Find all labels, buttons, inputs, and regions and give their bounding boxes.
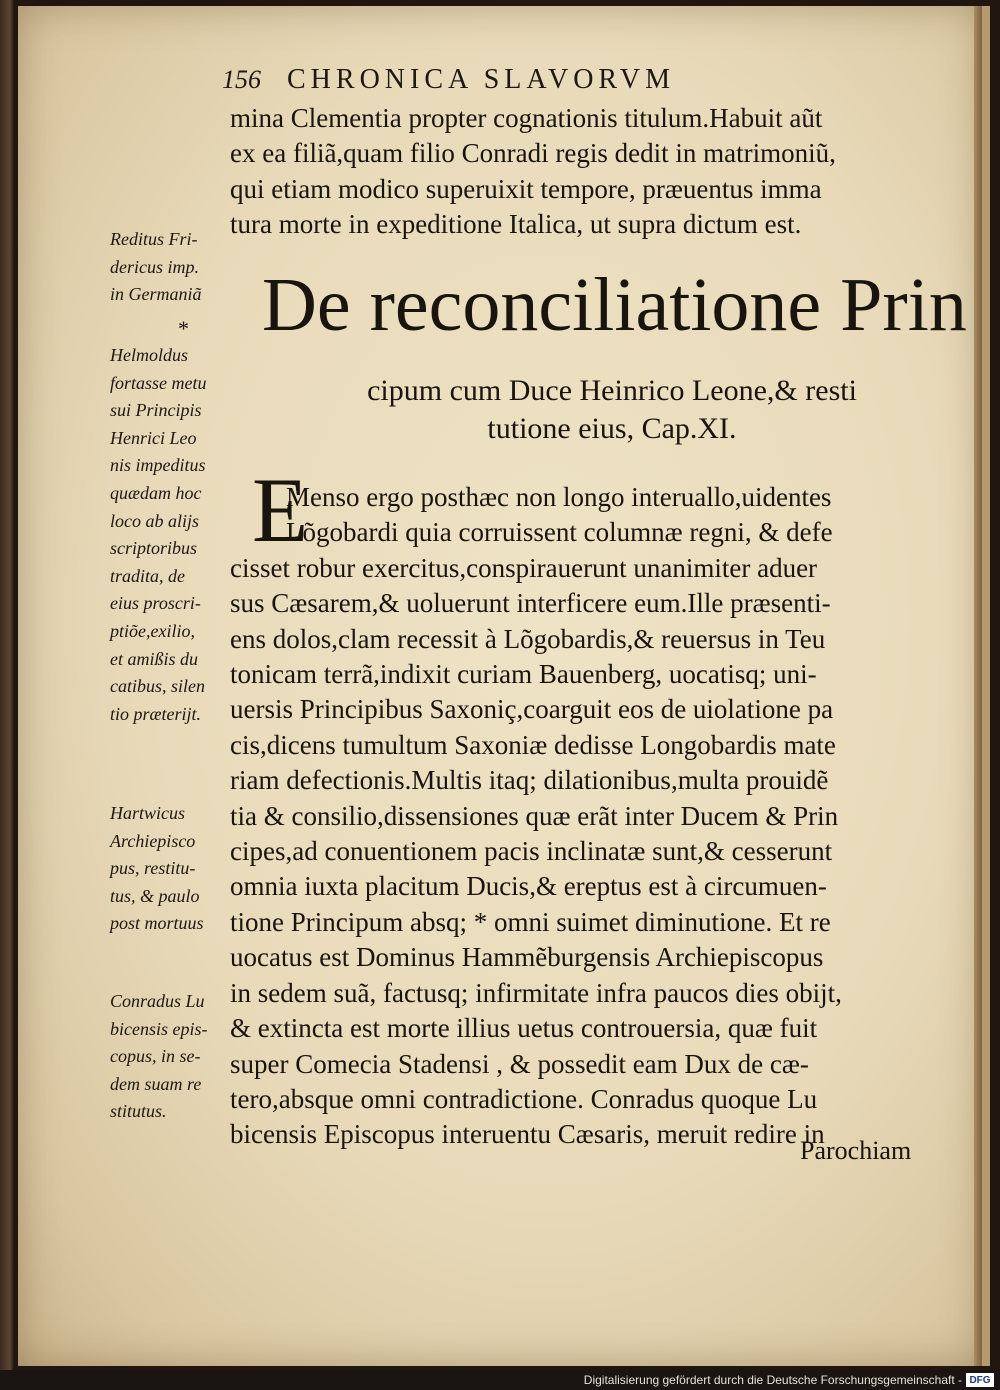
margin-note-line: post mortuus — [110, 913, 204, 934]
text-line: omnia iuxta placitum Ducis,& ereptus est à circumuen- — [230, 871, 827, 902]
top-text-block — [230, 101, 962, 243]
margin-note-line: nis impeditus — [110, 455, 206, 476]
text-line: & extincta est morte illius uetus controuersia, quæ fuit — [230, 1013, 818, 1044]
running-head-title: CHRONICA SLAVORVM — [287, 64, 675, 95]
text-line: sus Cæsarem,& uoluerunt interficere eum.Ille præsenti- — [230, 588, 831, 619]
footer-bar — [0, 1370, 1000, 1390]
margin-note-line: Conradus Lu — [110, 991, 205, 1011]
text-line: uersis Principibus Saxoniç,coarguit eos de uiolatione pa — [230, 694, 834, 725]
chapter-heading: De reconciliatione Prin — [262, 263, 967, 347]
margin-note-line: scriptoribus — [110, 538, 198, 559]
subheading-line: tutione eius, Cap.XI. — [487, 412, 737, 445]
page-edge — [974, 6, 982, 1366]
margin-note-line: dericus imp. — [110, 256, 199, 277]
chapter-subheading — [292, 372, 932, 448]
body-text-block — [230, 480, 962, 1153]
subheading-line: cipum cum Duce Heinrico Leone,& resti — [367, 374, 857, 407]
drop-cap: E — [252, 459, 309, 561]
margin-note-helmoldus — [110, 342, 250, 728]
margin-note-line: ptiõe,exilio, — [110, 620, 195, 641]
margin-note-line: et amißis du — [110, 648, 198, 669]
margin-note-line: tus, & paulo — [110, 885, 200, 906]
margin-note-reditus — [110, 226, 250, 309]
margin-note-line: Hartwicus — [110, 803, 186, 823]
text-line: ex ea filiã,quam filio Conradi regis dedit in matrimoniũ, — [230, 138, 836, 169]
margin-note-line: tradita, de — [110, 565, 185, 586]
margin-note-line: Archiepisco — [110, 830, 196, 851]
text-line: tia & consilio,dissensiones quæ erãt inter Ducem & Prin — [230, 800, 839, 831]
catchword: Parochiam — [800, 1136, 912, 1165]
text-line: Menso ergo posthæc non longo interuallo,uidentes — [286, 482, 832, 512]
margin-note-line: copus, in se- — [110, 1046, 201, 1067]
margin-note-line: stitutus. — [110, 1101, 167, 1122]
text-line: cis,dicens tumultum Saxoniæ dedisse Longobardis mate — [230, 729, 836, 760]
text-line: tonicam terrã,indixit curiam Bauenberg, uocatisq; uni- — [230, 659, 817, 690]
text-line: super Comecia Stadensi , & possedit eam Dux de cæ- — [230, 1048, 809, 1079]
text-line: cipes,ad conuentionem pacis inclinatæ sunt,& cesserunt — [230, 836, 833, 867]
running-head — [222, 60, 842, 100]
margin-note-line: Henrici Leo — [110, 427, 197, 448]
margin-note-line: tio præterijt. — [110, 703, 202, 724]
margin-note-line: catibus, silen — [110, 676, 205, 697]
margin-note-line: sui Principis — [110, 400, 202, 421]
text-line: bicensis Episcopus interuentu Cæsaris, meruit redire in — [230, 1119, 825, 1150]
margin-note-line: loco ab alijs — [110, 510, 199, 531]
text-line: riam defectionis.Multis itaq; dilationibus,multa prouidẽ — [230, 765, 829, 796]
text-line: in sedem suã, factusq; infirmitate infra paucos dies obijt, — [230, 977, 842, 1008]
page-number: 156 — [222, 65, 261, 94]
margin-note-line: Helmoldus — [110, 345, 188, 365]
margin-note-line: Reditus Fri- — [110, 229, 198, 249]
margin-note-line: eius proscri- — [110, 593, 201, 614]
margin-note-line: in Germaniã — [110, 284, 202, 305]
margin-note-line: pus, restitu- — [110, 858, 196, 879]
margin-asterisk: * — [178, 316, 189, 341]
text-line: qui etiam modico superuixit tempore, præuentus imma — [230, 173, 822, 204]
text-line: mina Clementia propter cognationis titulum.Habuit aũt — [230, 103, 823, 133]
margin-note-line: fortasse metu — [110, 372, 207, 393]
text-line: uocatus est Dominus Hammẽburgensis Archiepiscopus — [230, 942, 824, 973]
text-line: cisset robur exercitus,conspirauerunt unanimiter aduer — [230, 552, 818, 583]
margin-note-hartwicus — [110, 800, 250, 938]
text-line: tura morte in expeditione Italica, ut supra dictum est. — [230, 209, 802, 240]
text-line: tero,absque omni contradictione. Conradus quoque Lu — [230, 1083, 818, 1114]
margin-note-line: bicensis epis- — [110, 1018, 208, 1039]
text-line: Lõgobardi quia corruissent columnæ regni, & defe — [286, 517, 833, 548]
margin-note-conradus — [110, 988, 250, 1126]
margin-note-line: dem suam re — [110, 1073, 202, 1094]
text-line: ens dolos,clam recessit à Lõgobardis,& reuersus in Teu — [230, 623, 826, 654]
footer-text: Digitalisierung gefördert durch die Deutsche Forschungsgemeinschaft - — [583, 1373, 962, 1387]
text-line: tione Principum absq; * omni suimet diminutione. Et re — [230, 906, 831, 937]
dfg-logo: DFG — [966, 1373, 994, 1387]
margin-note-line: quædam hoc — [110, 482, 202, 503]
